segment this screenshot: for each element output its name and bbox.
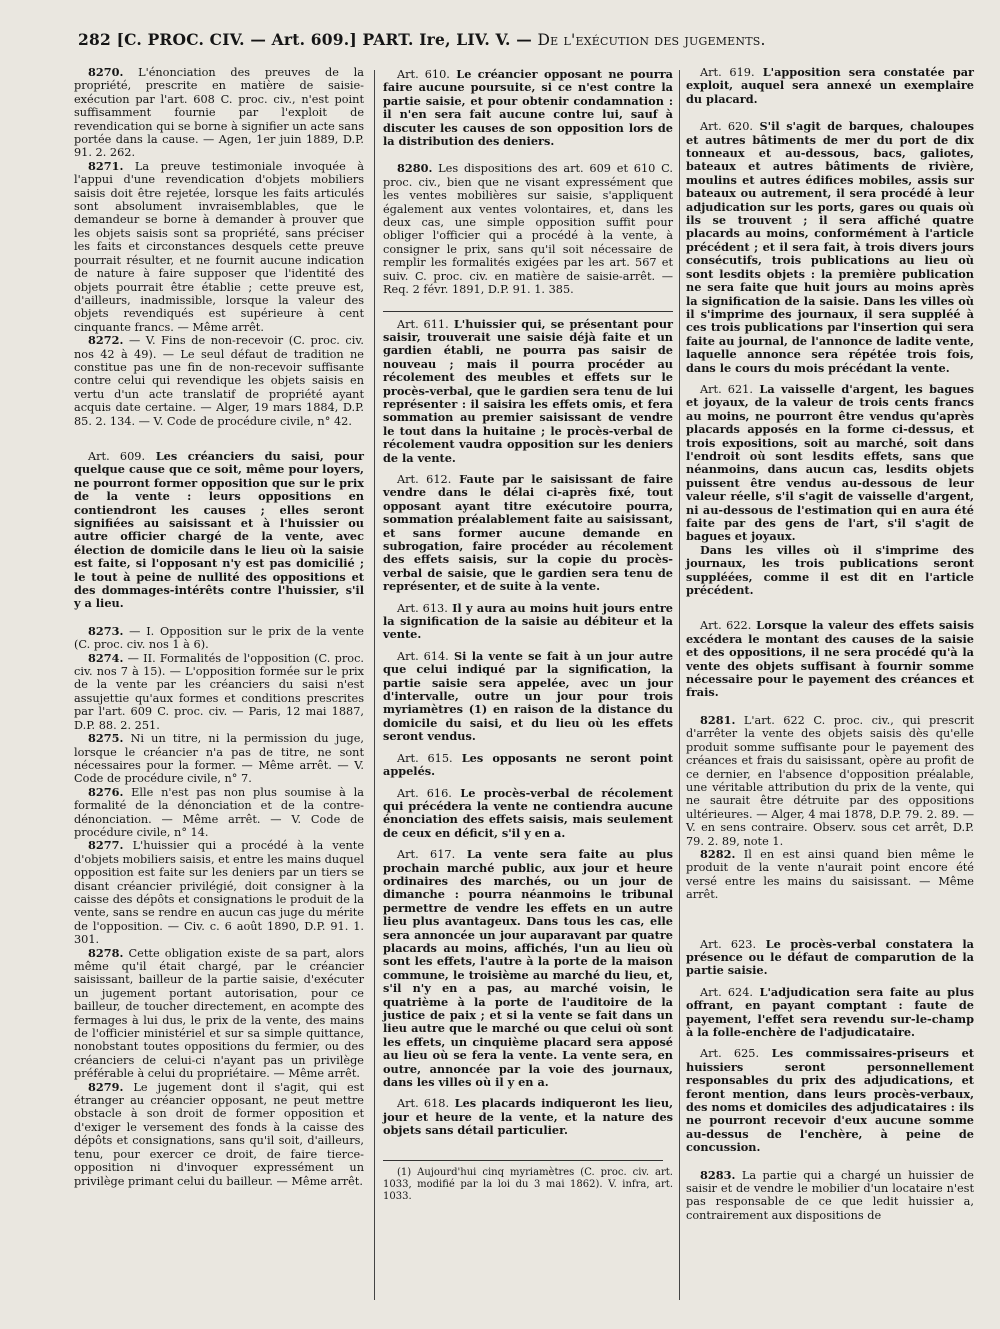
section-rule [383,311,673,312]
article-623: Art. 623. Le procès-verbal constatera la présence ou le défaut de comparution de la partie saisie. [686,936,975,978]
annotation-8276: 8276. Elle n'est pas non plus soumise à la formalité de la dénonciation et de la contre-dénonciation. — Même arrêt. — V. Code de procédure civile, n° 14. [74,784,365,839]
article-620: Art. 620. S'il s'agit de barques, chaloupes et autres bâtiments de mer du port de dix tonneaux et au-dessous, bacs, galiotes, bateaux et autres bâtiments de rivière, moulins et autres édifices mobiles, assis sur bateaux ou autrement, il sera procédé à leur adjudication sur les ports, gares ou quais où ils se trouvent ; il sera affiché quatre placards au moins, conformément à l'article précédent ; et il sera fait, à trois divers jours consécutifs, trois publications au lieu où sont lesdits objets : la première publication ne sera faite que huit jours au moins après la signification de la saisie. Dans les villes où il s'imprime des journaux, il sera suppléé à ces trois publications par l'insertion qui sera faite au journal, de l'annonce de ladite vente, laquelle annonce sera répétée trois fois, dans le cours du mois précédant la vente. [686,119,974,375]
annotation-8279: 8279. Le jugement dont il s'agit, qui est étranger au créancier opposant, ne peut mettre obstacle à son droit de former opposition et d'exiger le versement des fonds à la caisse des dépôts et consignations, sans qu'il soit, d'ailleurs, tenu, pour exercer ce droit, de faire tierce-opposition ni d'invoquer expressément un privilège primant celui du bailleur. — Même arrêt. [74,1079,364,1188]
column-right [686,66,974,1222]
column-divider [374,70,375,1300]
footnote: (1) Aujourd'hui cinq myriamètres (C. proc. civ. art. 1033, modifié par la loi du 3 mai 1862). V. infra, art. 1033. [383,1166,673,1202]
column-middle [383,68,673,1203]
annotation-8280: 8280. Les dispositions des art. 609 et 610 C. proc. civ., bien que ne visant expressément que les ventes mobilières sur saisie, s'appliquent également aux ventes volontaires, et, dans les deux cas, une simple opposition suffit pour obliger l'officier qui a procédé à la vente, à consigner le prix, sans qu'il soit nécessaire de remplir les formalités exigées par les art. 567 et suiv. C. proc. civ. en matière de saisie-arrêt. — Req. 2 févr. 1891, D.P. 91. 1. 385. [383,161,673,297]
annotation-8271: 8271. La preuve testimoniale invoquée à l'appui d'une revendication d'objets mobiliers saisis doit être rejetée, lorsque les faits articulés sont absolument invraisemblables, que le demandeur se borne à demander à prouver que les objets saisis sont sa propriété, sans préciser les faits et circonstances desquels cette preuve pourrait résulter, et ne fournit aucune indication de nature à faire supposer que l'identité des objets pourrait être établie ; cette preuve est, d'ailleurs, inadmissible, lorsque la valeur des objets revendiqués est supérieure à cent cinquante francs. — Même arrêt. [74,158,365,334]
column-divider [679,70,680,1300]
article-624: Art. 624. L'adjudication sera faite au plus offrant, en payant comptant : faute de payement, l'effet sera revendu sur-le-champ à la folle-enchère de l'adjudicataire. [686,984,975,1039]
annotation-8282: 8282. Il en est ainsi quand bien même le produit de la vente n'aurait point encore été versé entre les mains du saisissant. — Même arrêt. [686,846,974,902]
article-614: Art. 614. Si la vente se fait à un jour autre que celui indiqué par la signification, la partie saisie sera appelée, avec un jour d'intervalle, outre un jour pour trois myriamètres (1) en raison de la distance du domicile du saisi, et du lieu où les effets seront vendus. [383,648,674,744]
part-book-label: PART. Ire, LIV. V. — [362,30,538,49]
code-article-reference: [C. PROC. CIV. — Art. 609.] [116,30,357,49]
article-610: Art. 610. Le créancier opposant ne pourra faire aucune poursuite, si ce n'est contre la partie saisie, et pour obtenir condamnation : il n'en sera fait aucune contre lui, sauf à discuter les causes de son opposition lors de la distribution des deniers. [383,67,673,149]
article-609: Art. 609. Les créanciers du saisi, pour quelque cause que ce soit, même pour loyers, ne pourront former opposition que sur le prix de la vente : leurs oppositions en contiendront les causes ; elles seront signifiées au saisissant et à l'huissier ou autre officier chargé de la vente, avec élection de domicile dans le lieu où la saisie est faite, si l'opposant n'y est pas domicilié ; le tout à peine de nullité des oppositions et des dommages-intérêts contre l'huissier, s'il y a lieu. [74,448,365,611]
annotation-8275: 8275. Ni un titre, ni la permission du juge, lorsque le créancier n'a pas de titre, ne sont nécessaires pour la former. — Même arrêt. — V. Code de procédure civile, n° 7. [74,731,364,786]
page-number: 282 [78,30,111,49]
article-625: Art. 625. Les commissaires-priseurs et huissiers seront personnellement responsables du prix des adjudications, et feront mention, dans leurs procès-verbaux, des noms et domiciles des adjudicataires : ils ne pourront recevoir d'eux aucune somme au-dessus de l'enchère, à peine de concussion. [686,1046,974,1155]
annotation-8281: 8281. L'art. 622 C. proc. civ., qui prescrit d'arrêter la vente des objets saisis dès qu'elle produit somme suffisante pour le payement des créances et frais du saisissant, opère au profit de ce dernier, en l'absence d'opposition préalable, une véritable attribution du prix de la vente, qui ne saurait être détruite par des oppositions ultérieures. — Alger, 4 mai 1878, D.P. 79. 2. 89. — V. en sens contraire. Observ. sous cet arrêt, D.P. 79. 2. 89, note 1. [686,712,974,848]
article-621: Art. 621. La vaisselle d'argent, les bagues et joyaux, de la valeur de trois cents francs au moins, ne pourront être vendus qu'après placards apposés en la forme ci-dessus, et trois expositions, soit au marché, soit dans l'endroit où sont lesdits effets, sans que néanmoins, dans aucun cas, lesdits objets puissent être vendus au-dessous de leur valeur réelle, s'il s'agit de vaisselle d'argent, ni au-dessous de l'estimation qui en aura été faite par des gens de l'art, s'il s'agit de bagues et joyaux. [686,381,974,544]
annotation-8278: 8278. Cette obligation existe de sa part, alors même qu'il était chargé, par le créancier saisissant, bailleur de la partie saisie, d'exécuter un jugement portant autorisation, pour ce bailleur, de toucher directement, en acompte des fermages à lui dus, le prix de la vente, des mains de l'officier ministériel et sur sa simple quittance, nonobstant toutes oppositions du fermier, ou des créanciers de celui-ci n'ayant pas un privilège préférable à celui du propriétaire. — Même arrêt. [74,945,364,1081]
article-613: Art. 613. Il y aura au moins huit jours entre la signification de la saisie au débiteur et la vente. [383,600,673,642]
annotation-8283: 8283. La partie qui a chargé un huissier de saisir et de vendre le mobilier d'un locataire n'est pas responsable de ce que ledit huissier a, contrairement aux dispositions de [686,1167,974,1222]
column-left [74,66,364,1188]
article-616: Art. 616. Le procès-verbal de récolement qui précédera la vente ne contiendra aucune énonciation des effets saisis, mais seulement de ceux en déficit, s'il y en a. [383,785,673,840]
article-612: Art. 612. Faute par le saisissant de faire vendre dans le délai ci-après fixé, tout opposant ayant titre exécutoire pourra, sommation préalablement faite au saisissant, et sans former aucune demande en subrogation, faire procéder au récolement des effets saisis, sur la copie du procès-verbal de saisie, que le gardien sera tenu de représenter, et de suite à la vente. [383,471,674,594]
annotation-8272: 8272. — V. Fins de non-recevoir (C. proc. civ. nos 42 à 49). — Le seul défaut de tradition ne constitue pas une fin de non-recevoir suffisante contre celui qui revendique les objets saisis en vertu d'un acte translatif de propriété ayant acquis date certaine. — Alger, 19 mars 1884, D.P. 85. 2. 134. — V. Code de procédure civile, n° 42. [74,333,364,428]
article-618: Art. 618. Les placards indiqueront les lieu, jour et heure de la vente, et la nature des objets sans détail particulier. [383,1096,674,1138]
annotation-8270: 8270. L'énonciation des preuves de la propriété, prescrite en matière de saisie-exécution par l'art. 608 C. proc. civ., n'est point suffisamment fournie par l'exploit de revendication qui se borne à signifier un acte sans portée dans la cause. — Agen, 1er juin 1889, D.P. 91. 2. 262. [74,65,364,160]
footnote-rule [383,1160,663,1161]
article-617: Art. 617. La vente sera faite au plus prochain marché public, aux jour et heure ordinaires des marchés, ou un jour de dimanche : pourra néanmoins le tribunal permettre de vendre les effets en un autre lieu plus avantageux. Dans tous les cas, elle sera annoncée un jour auparavant par quatre placards au moins, affichés, l'un au lieu où sont les effets, l'autre à la porte de la maison commune, le troisième au marché du lieu, et, s'il n'y en a pas, au marché voisin, le quatrième à la porte de l'auditoire de la justice de paix ; et si la vente se fait dans un lieu autre que le marché ou que celui où sont les effets, un cinquième placard sera apposé au lieu où se fera la vente. La vente sera, en outre, annoncée par la voie des journaux, dans les villes où il y en a. [383,847,674,1090]
article-615: Art. 615. Les opposants ne seront point appelés. [383,750,673,779]
annotation-8277: 8277. L'huissier qui a procédé à la vente d'objets mobiliers saisis, et entre les mains duquel opposition est faite sur les deniers par un tiers se disant créancier privilégié, doit consigner à la caisse des dépôts et consignations le produit de la vente, sans se rendre en aucun cas juge du mérite de l'opposition. — Civ. c. 6 août 1890, D.P. 91. 1. 301. [74,838,365,947]
chapter-title: De l'exécution des jugements. [537,31,766,49]
article-611: Art. 611. L'huissier qui, se présentant pour saisir, trouverait une saisie déjà faite et un gardien établi, ne pourra pas saisir de nouveau ; mais il pourra procéder au récolement des meubles et effets sur le procès-verbal, que le gardien sera tenu de lui représenter : il saisira les effets omis, et fera sommation au premier saisissant de vendre le tout dans la huitaine ; le procès-verbal de récolement vaudra opposition sur les deniers de la vente. [383,316,674,465]
article-622: Art. 622. Lorsque la valeur des effets saisis excédera le montant des causes de la saisie et des oppositions, il ne sera procédé qu'à la vente des objets suffisant à fournir somme nécessaire pour le payement des créances et frais. [686,618,975,700]
article-619: Art. 619. L'apposition sera constatée par exploit, auquel sera annexé un exemplaire du placard. [686,65,975,106]
article-621-continuation: Dans les villes où il s'imprime des journaux, les trois publications seront suppléées, comme il est dit en l'article précédent. [686,542,974,598]
annotation-8274: 8274. — II. Formalités de l'opposition (C. proc. civ. nos 7 à 15). — L'opposition formée sur le prix de la vente par les créanciers du saisi n'est assujettie qu'aux formes et conditions prescrites par l'art. 609 C. proc. civ. — Paris, 12 mai 1887, D.P. 88. 2. 251. [74,650,364,732]
running-head [78,30,958,54]
annotation-8273: 8273. — I. Opposition sur le prix de la vente (C. proc. civ. nos 1 à 6). [74,623,364,652]
